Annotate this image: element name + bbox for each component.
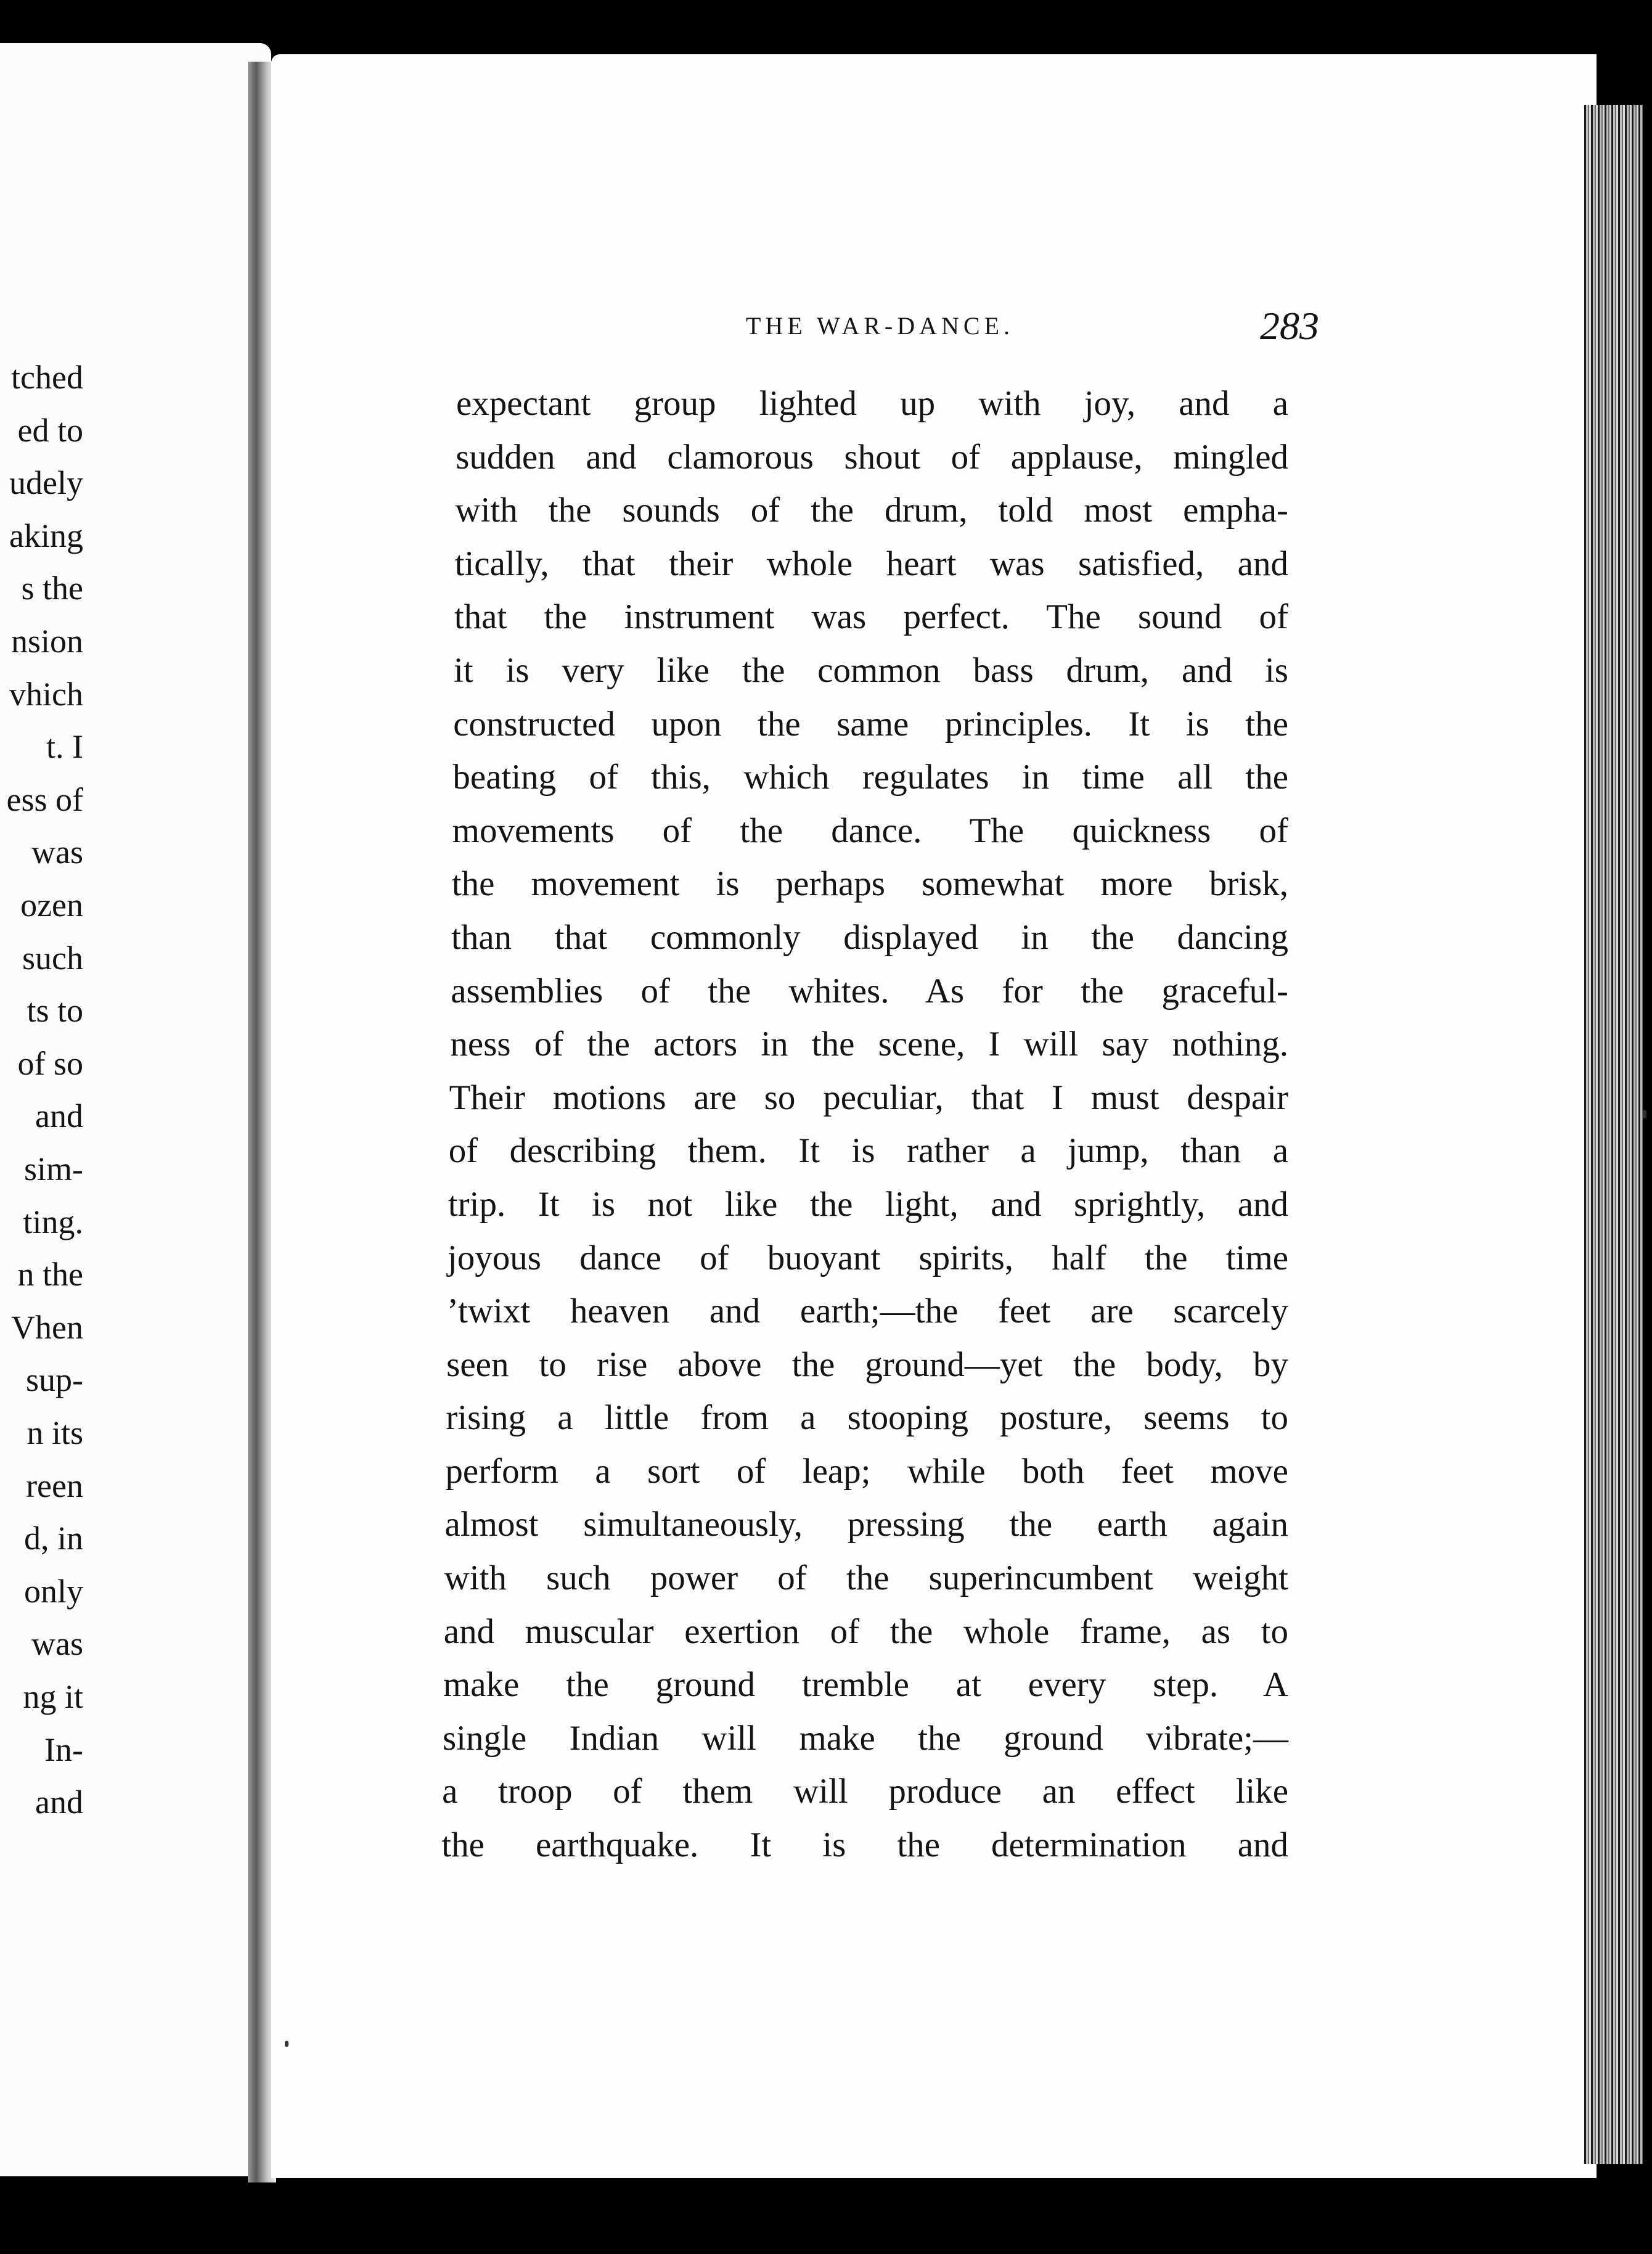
left-text-line: d, in (23, 1520, 83, 1557)
left-text-line: n the (17, 1256, 83, 1293)
left-text-line: reen (26, 1467, 83, 1504)
body-text-line: perform a sort of leap; while both feet move (445, 1451, 1288, 1491)
left-text-line: In- (44, 1731, 83, 1768)
left-text-line: t. I (46, 728, 83, 766)
left-text-line: and (35, 1097, 83, 1135)
body-text-line: Their motions are so peculiar, that I must despair (449, 1078, 1288, 1117)
left-text-line: udely (9, 464, 83, 502)
body-text-line: than that commonly displayed in the dancing (451, 917, 1288, 957)
left-text-line: Vhen (11, 1308, 83, 1346)
left-text-line: ozen (20, 887, 83, 924)
left-text-line: ed to (17, 411, 83, 449)
body-text-line: movements of the dance. The quickness of (452, 811, 1288, 850)
body-text-line: make the ground tremble at every step. A (443, 1665, 1288, 1705)
left-text-line: was (31, 834, 83, 871)
page-number: 283 (1260, 304, 1319, 348)
left-text-line: vhich (9, 675, 83, 713)
body-text-line: ness of the actors in the scene, I will say nothing. (450, 1025, 1288, 1064)
running-head: THE WAR-DANCE. (746, 312, 1015, 340)
body-text-line: almost simultaneously, pressing the earth again (444, 1505, 1288, 1544)
body-text-line: the earthquake. It is the determination and (441, 1826, 1288, 1865)
scan-speck (285, 2041, 288, 2047)
left-text-line: n its (27, 1414, 83, 1451)
left-text-line: ess of (6, 781, 83, 818)
body-text-line: with the sounds of the drum, told most empha- (455, 491, 1288, 530)
scan-speck (1643, 1110, 1646, 1118)
body-text-line: it is very like the common bass drum, and is (454, 650, 1288, 690)
left-text-line: of so (17, 1044, 83, 1082)
body-text-line: of describing them. It is rather a jump, than a (448, 1131, 1288, 1171)
left-text-line: such (22, 939, 83, 977)
body-text-line: beating of this, which regulates in time all the (452, 758, 1288, 797)
left-text-line: ts to (27, 992, 83, 1030)
body-text-line: single Indian will make the ground vibrate;— (443, 1718, 1288, 1758)
body-text-line: tically, that their whole heart was satisfied, and (454, 544, 1288, 583)
left-text-line: nsion (10, 623, 83, 660)
left-text-line: was (31, 1625, 83, 1663)
left-text-line: sup- (26, 1361, 83, 1399)
left-text-line: s the (21, 570, 83, 607)
left-text-line: ng it (23, 1678, 83, 1715)
body-text-line: constructed upon the same principles. It is the (453, 704, 1288, 744)
body-text (441, 377, 1288, 1872)
body-text-line: and muscular exertion of the whole frame, as to (443, 1612, 1288, 1651)
left-text-line: only (23, 1572, 83, 1610)
left-text-line: tched (11, 359, 83, 396)
left-text-line: sim- (23, 1150, 83, 1187)
body-text-line: assemblies of the whites. As for the graceful- (451, 971, 1288, 1010)
body-text-line: joyous dance of buoyant spirits, half the time (447, 1238, 1288, 1277)
body-text-line: the movement is perhaps somewhat more brisk, (451, 864, 1288, 904)
body-text-line: trip. It is not like the light, and sprightly, and (448, 1184, 1288, 1224)
left-text-line: and (35, 1784, 83, 1821)
left-text-line: aking (9, 517, 83, 554)
body-text-line: a troop of them will produce an effect like (442, 1772, 1288, 1811)
body-text-line: sudden and clamorous shout of applause, mingled (456, 437, 1288, 477)
page-edges (1584, 105, 1643, 2164)
body-text-line: ’twixt heaven and earth;—the feet are scarcely (447, 1292, 1288, 1331)
body-text-line: rising a little from a stooping posture, seems to (446, 1398, 1288, 1438)
left-page (0, 43, 271, 2176)
body-text-line: expectant group lighted up with joy, and a (456, 384, 1288, 423)
left-text-line: ting. (23, 1203, 83, 1240)
body-text-line: with such power of the superincumbent weight (444, 1559, 1288, 1598)
body-text-line: that the instrument was perfect. The sound of (454, 597, 1288, 637)
body-text-line: seen to rise above the ground—yet the body, by (446, 1345, 1288, 1384)
